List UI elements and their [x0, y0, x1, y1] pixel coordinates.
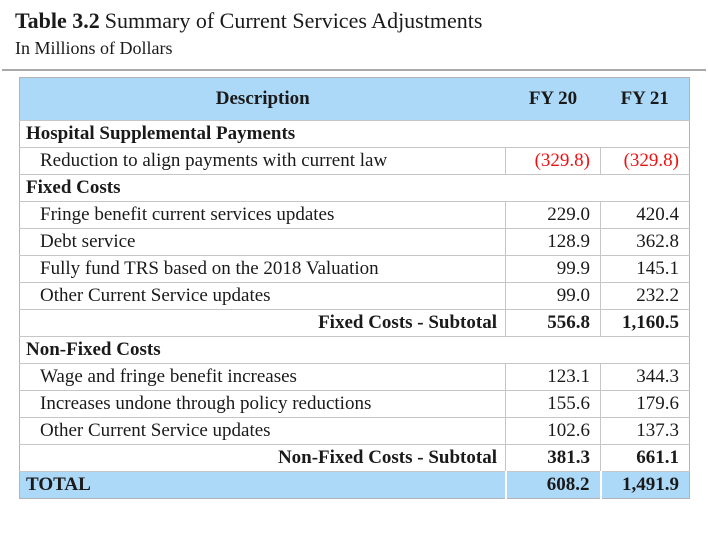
row-label: Increases undone through policy reductions [20, 391, 506, 418]
table-row-detail [20, 256, 690, 283]
section-label: Hospital Supplemental Payments [20, 121, 690, 148]
table-row-subtotal [20, 310, 690, 337]
row-label: TOTAL [20, 472, 506, 499]
fy20-value: 123.1 [506, 364, 601, 391]
fy21-value: 362.8 [601, 229, 690, 256]
fy20-value: (329.8) [506, 148, 601, 175]
fy20-value: 128.9 [506, 229, 601, 256]
table-body [20, 121, 690, 499]
fy20-value: 99.0 [506, 283, 601, 310]
table-row-detail [20, 229, 690, 256]
fy21-value: 420.4 [601, 202, 690, 229]
table-row-detail [20, 148, 690, 175]
table-number: Table 3.2 [15, 8, 100, 33]
fy20-value: 99.9 [506, 256, 601, 283]
section-label: Non-Fixed Costs [20, 337, 690, 364]
summary-table [19, 77, 690, 499]
fy20-value: 229.0 [506, 202, 601, 229]
fy21-value: 179.6 [601, 391, 690, 418]
row-label: Non-Fixed Costs - Subtotal [20, 445, 506, 472]
row-label: Reduction to align payments with current law [20, 148, 506, 175]
fy21-value: 137.3 [601, 418, 690, 445]
fy21-value: 145.1 [601, 256, 690, 283]
row-label: Wage and fringe benefit increases [20, 364, 506, 391]
summary-table-container [19, 77, 690, 499]
table-row-detail [20, 364, 690, 391]
fy20-value: 608.2 [506, 472, 601, 499]
table-row-detail [20, 391, 690, 418]
table-row-section [20, 337, 690, 364]
table-row-total [20, 472, 690, 499]
table-subtitle: In Millions of Dollars [15, 38, 173, 58]
horizontal-rule [2, 69, 706, 71]
table-row-section [20, 175, 690, 202]
fy20-value: 381.3 [506, 445, 601, 472]
table-row-detail [20, 202, 690, 229]
row-label: Fully fund TRS based on the 2018 Valuation [20, 256, 506, 283]
page-title [15, 8, 482, 34]
fy20-value: 155.6 [506, 391, 601, 418]
table-row-subtotal [20, 445, 690, 472]
fy21-value: 661.1 [601, 445, 690, 472]
row-label: Fringe benefit current services updates [20, 202, 506, 229]
fy21-value: 1,491.9 [601, 472, 690, 499]
fy21-value: 1,160.5 [601, 310, 690, 337]
row-label: Debt service [20, 229, 506, 256]
fy21-value: 232.2 [601, 283, 690, 310]
fy21-value: 344.3 [601, 364, 690, 391]
table-title-text: Summary of Current Services Adjustments [104, 8, 483, 33]
table-header-row [20, 78, 690, 121]
table-row-detail [20, 283, 690, 310]
column-header-fy21: FY 21 [601, 78, 690, 121]
table-title-block [15, 8, 482, 60]
row-label: Other Current Service updates [20, 418, 506, 445]
fy20-value: 102.6 [506, 418, 601, 445]
row-label: Fixed Costs - Subtotal [20, 310, 506, 337]
column-header-description: Description [20, 78, 506, 121]
section-label: Fixed Costs [20, 175, 690, 202]
table-row-section [20, 121, 690, 148]
row-label: Other Current Service updates [20, 283, 506, 310]
table-row-detail [20, 418, 690, 445]
fy20-value: 556.8 [506, 310, 601, 337]
fy21-value: (329.8) [601, 148, 690, 175]
column-header-fy20: FY 20 [506, 78, 601, 121]
